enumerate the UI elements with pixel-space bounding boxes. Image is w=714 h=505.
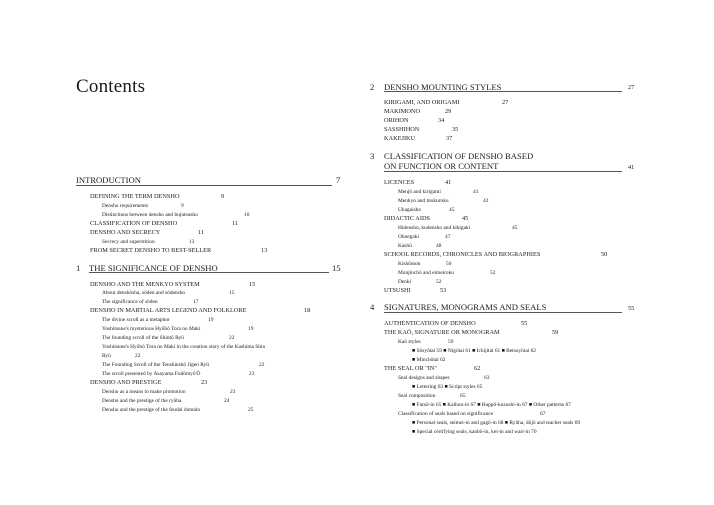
toc-page: 59 [448, 339, 454, 345]
toc-entry[interactable]: Densho and the prestige of the ryūha [102, 398, 182, 404]
toc-entry[interactable]: Yoshitsune's Hyōhō Tora no Maki in the creation story of the Kashima Shin [102, 344, 266, 350]
toc-page: 62 [474, 365, 481, 372]
toc-page: 9 [181, 203, 184, 209]
toc-entry[interactable]: Kashū [398, 243, 412, 249]
toc-page: 18 [304, 307, 311, 314]
toc-entry[interactable]: CLASSIFICATION OF DENSHO [90, 220, 178, 227]
toc-entry[interactable]: ■ Personal seals, seimei-in and gagō-in 68 ■ Ryūha, dōjō and teacher seals 69 [412, 420, 581, 426]
toc-page: 52 [490, 270, 496, 276]
chapter-3-page: 41 [628, 164, 635, 171]
intro-rule [76, 185, 332, 186]
toc-page: 42 [483, 198, 489, 204]
toc-entry[interactable]: THE KAŌ, SIGNATURE OR MONOGRAM [384, 329, 500, 336]
toc-entry[interactable]: The founding scroll of the Shintō Ryū [102, 335, 184, 341]
toc-page: 67 [540, 411, 546, 417]
toc-page: 50 [446, 261, 452, 267]
chapter-2-heading[interactable]: DENSHO MOUNTING STYLES [384, 82, 502, 92]
chapter-4-page: 55 [628, 305, 635, 312]
toc-entry[interactable]: Densho and the prestige of the feudal domain [102, 407, 201, 413]
chapter-number: 1 [76, 263, 81, 273]
toc-page: 63 [484, 375, 490, 381]
toc-entry[interactable]: Monjinchō and eimeiroku [398, 270, 454, 276]
toc-page: 37 [446, 135, 453, 142]
toc-entry[interactable]: ■ Special certifying seals, kanbō-in, kei-in and wari-in 70 [412, 429, 537, 435]
toc-page: 34 [438, 117, 445, 124]
intro-page: 7 [336, 175, 341, 185]
toc-entry[interactable]: Seal designs and shapes [398, 375, 450, 381]
toc-page: 22 [229, 335, 235, 341]
toc-page: 11 [232, 220, 239, 227]
toc-page: 59 [552, 329, 559, 336]
toc-page: 15 [249, 281, 256, 288]
toc-page: 65 [460, 393, 466, 399]
toc-entry[interactable]: KAKEJIKU [384, 135, 416, 142]
chapter-3-heading-line2[interactable]: ON FUNCTION OR CONTENT [384, 161, 499, 171]
toc-page: 41 [445, 179, 452, 186]
chapter-2-page: 27 [628, 84, 635, 91]
toc-page: 48 [436, 243, 442, 249]
toc-page: 55 [521, 320, 528, 327]
chapter-4-rule [384, 312, 622, 313]
toc-entry[interactable]: DIDACTIC AIDS [384, 215, 431, 222]
toc-page: 52 [436, 279, 442, 285]
toc-entry[interactable]: Classification of seals based on significance [398, 411, 494, 417]
toc-entry[interactable]: LICENCES [384, 179, 415, 186]
toc-page: 13 [189, 239, 195, 245]
toc-page: 22 [259, 362, 265, 368]
chapter-number: 3 [370, 151, 375, 161]
chapter-4-heading[interactable]: SIGNATURES, MONOGRAMS AND SEALS [384, 302, 547, 312]
toc-page: 47 [445, 234, 451, 240]
toc-entry[interactable]: ■ Minchōtai 62 [412, 357, 446, 363]
toc-page: 45 [512, 225, 518, 231]
toc-page: 22 [135, 353, 141, 359]
toc-page: 19 [208, 317, 214, 323]
toc-entry[interactable]: FROM SECRET DENSHO TO BEST-SELLER [90, 247, 212, 254]
toc-entry[interactable]: Yoshitsune's mysterious Hyōhō Tora no Maki [102, 326, 201, 332]
chapter-number: 4 [370, 302, 375, 312]
toc-entry[interactable]: ■ Lettering 63 ■ Script styles 65 [412, 384, 483, 390]
toc-page: 41 [473, 189, 479, 195]
toc-entry[interactable]: Densho as a means to make promotion [102, 389, 186, 395]
toc-page: 19 [248, 326, 254, 332]
intro-heading[interactable]: INTRODUCTION [76, 175, 141, 185]
toc-page: 11 [198, 229, 205, 236]
toc-entry[interactable]: KIRIGAMI, AND ORIGAMI [384, 99, 460, 106]
toc-page: 24 [224, 398, 230, 404]
toc-page: 45 [449, 207, 455, 213]
toc-page: 45 [462, 215, 469, 222]
chapter-3-rule [384, 171, 622, 172]
chapter-1-rule [89, 272, 329, 273]
toc-entry[interactable]: Kaō styles [398, 339, 421, 345]
toc-page: 23 [201, 379, 208, 386]
toc-entry[interactable]: MAKIMONO [384, 108, 421, 115]
toc-entry[interactable]: Distinctions between densho and bujutsusho [102, 212, 198, 218]
toc-entry[interactable]: ORIHON [384, 117, 409, 124]
toc-page: 53 [440, 287, 447, 294]
toc-page: 13 [261, 247, 268, 254]
toc-entry[interactable]: Menkyo and mokuroku [398, 198, 449, 204]
toc-page: 35 [452, 126, 459, 133]
toc-entry[interactable]: The significance of sōden [102, 299, 158, 305]
chapter-3-heading-line1[interactable]: CLASSIFICATION OF DENSHO BASED [384, 151, 534, 161]
toc-entry[interactable]: THE SEAL OR "IN" [384, 365, 438, 372]
toc-entry[interactable]: SCHOOL RECORDS, CHRONICLES AND BIOGRAPHIES [384, 251, 541, 258]
toc-page: 50 [601, 251, 608, 258]
toc-entry[interactable]: Kishōmon [398, 261, 421, 267]
toc-entry[interactable]: ■ Sōsyōtai 59 ■ Nigōtai 61 ■ Ichijitai 61 ■ Betsuyōtai 62 [412, 348, 536, 354]
toc-entry[interactable]: DENSHO AND SECRECY [90, 229, 161, 236]
chapter-number: 2 [370, 82, 375, 92]
toc-page: 23 [249, 371, 255, 377]
toc-entry[interactable]: Ryū [102, 353, 111, 359]
toc-entry[interactable]: SASSHIHON [384, 126, 420, 133]
toc-entry[interactable]: DENSHO IN MARTIAL ARTS LEGEND AND FOLKLORE [90, 307, 247, 314]
toc-page: 17 [193, 299, 199, 305]
toc-page: 27 [502, 99, 509, 106]
toc-entry[interactable]: DENSHO AND PRESTIGE [90, 379, 162, 386]
toc-entry[interactable]: ■ Futsū-in 65 ■ Kaibun-in 67 ■ Happō-kuzushi-in 67 ■ Other patterns 67 [412, 402, 571, 408]
toc-page: 29 [445, 108, 452, 115]
toc-entry[interactable]: The Founding Scroll of the Tenshinshō Jigen Ryū [102, 362, 209, 368]
toc-entry[interactable]: Ukagaisho [398, 207, 422, 213]
toc-entry[interactable]: About denshōsha, sōden and sōdensho [102, 290, 186, 296]
toc-page: 9 [221, 193, 225, 200]
toc-page: 15 [229, 290, 235, 296]
toc-entry[interactable]: DEFINING THE TERM DENSHO [90, 193, 180, 200]
toc-entry[interactable]: DENSHO AND THE MENKYO SYSTEM [90, 281, 200, 288]
toc-entry[interactable]: Denki [398, 279, 412, 285]
toc-entry[interactable]: UTSUSHI [384, 287, 411, 294]
toc-page: 23 [230, 389, 236, 395]
toc-entry[interactable]: Menjō and kirigami [398, 189, 441, 195]
chapter-1-heading[interactable]: THE SIGNIFICANCE OF DENSHO [89, 263, 218, 273]
chapter-1-page: 15 [332, 263, 341, 273]
toc-entry[interactable]: The divine scroll as a metaphor [102, 317, 170, 323]
toc-page: 25 [248, 407, 254, 413]
toc-page: 10 [244, 212, 250, 218]
toc-entry[interactable]: The scroll presented by Asayama Fudōmyō'Ō [102, 371, 201, 377]
chapter-2-rule [384, 91, 622, 92]
toc-entry[interactable]: Densho requirements [102, 203, 148, 209]
page-title: Contents [76, 76, 146, 97]
toc-entry[interactable]: Hidensho, kudensho and kikigaki [398, 225, 471, 231]
toc-entry[interactable]: Oboegaki [398, 234, 419, 240]
toc-entry[interactable]: AUTHENTICATION OF DENSHO [384, 320, 476, 327]
toc-entry[interactable]: Seal composition [398, 393, 436, 399]
toc-entry[interactable]: Secrecy and superstition [102, 239, 155, 245]
